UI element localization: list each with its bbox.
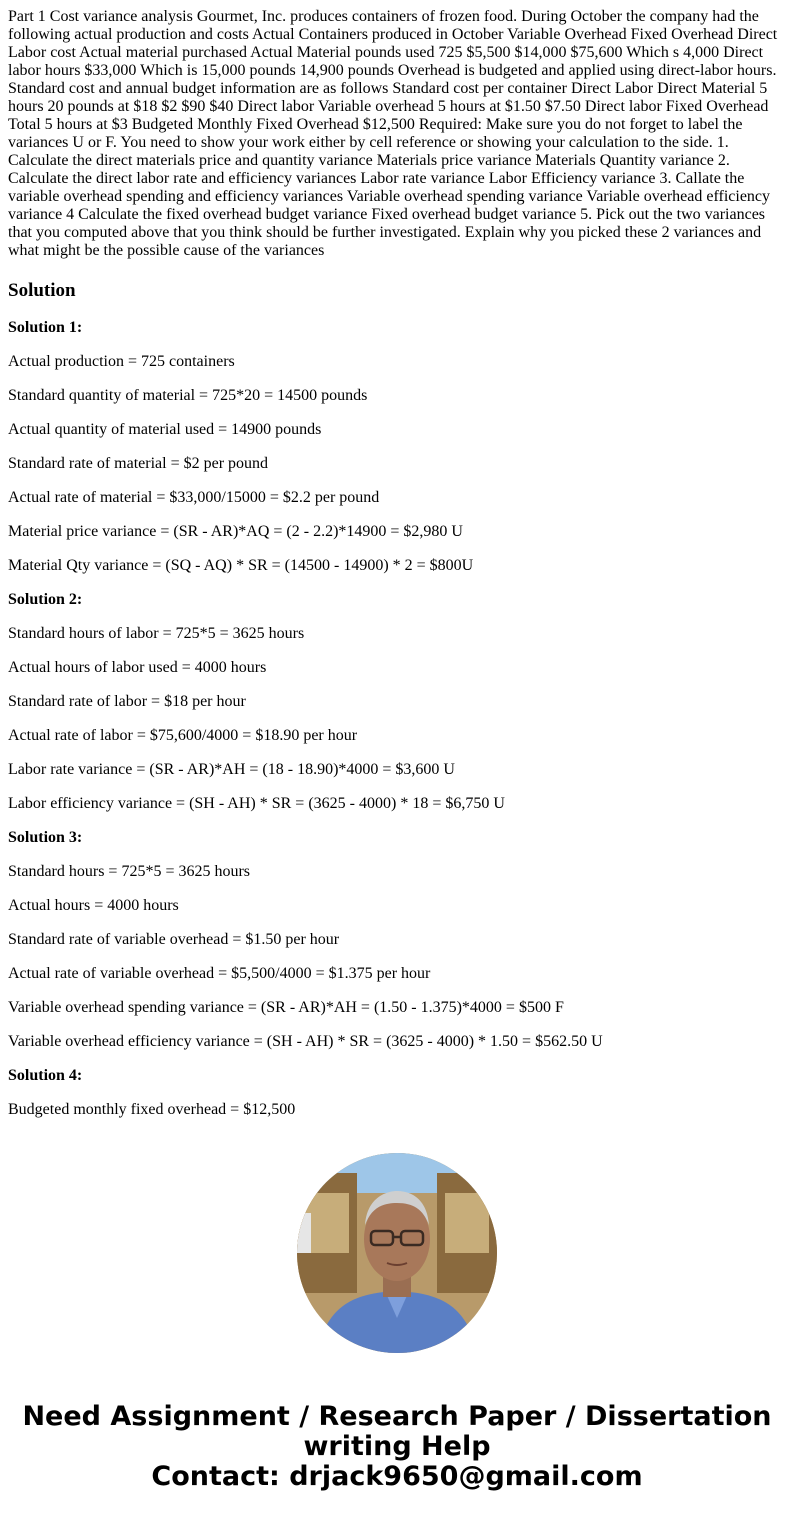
section-title: Solution 4: (8, 1067, 83, 1084)
footer-line-2: writing Help (303, 1431, 491, 1462)
solution-2 (8, 591, 786, 813)
footer-contact: Contact: drjack9650@gmail.com (151, 1461, 643, 1492)
solution-line: Variable overhead efficiency variance = (SH - AH) * SR = (3625 - 4000) * 1.50 = $562.50 U (8, 1033, 603, 1050)
solution-line: Actual rate of labor = $75,600/4000 = $18.90 per hour (8, 727, 358, 744)
solution-line: Actual hours = 4000 hours (8, 897, 179, 914)
footer-banner (0, 1402, 794, 1492)
solution-heading: Solution (8, 280, 76, 301)
solution-line: Labor rate variance = (SR - AR)*AH = (18 - 18.90)*4000 = $3,600 U (8, 761, 455, 778)
section-title: Solution 1: (8, 319, 83, 336)
solution-line: Standard rate of material = $2 per pound (8, 455, 269, 472)
solution-1 (8, 319, 786, 575)
solution-line: Actual production = 725 containers (8, 353, 235, 370)
solution-line: Standard rate of labor = $18 per hour (8, 693, 246, 710)
solution-line: Material price variance = (SR - AR)*AQ = (2 - 2.2)*14900 = $2,980 U (8, 523, 463, 540)
solution-line: Material Qty variance = (SQ - AQ) * SR = (14500 - 14900) * 2 = $800U (8, 557, 474, 574)
solution-line: Actual hours of labor used = 4000 hours (8, 659, 267, 676)
solution-4 (8, 1067, 786, 1119)
solution-line: Actual rate of material = $33,000/15000 = $2.2 per pound (8, 489, 380, 506)
solution-line: Standard rate of variable overhead = $1.50 per hour (8, 931, 340, 948)
author-photo-icon (297, 1153, 497, 1353)
author-avatar (297, 1153, 497, 1353)
solution-3 (8, 829, 786, 1051)
section-title: Solution 3: (8, 829, 83, 846)
solution-line: Standard quantity of material = 725*20 = 14500 pounds (8, 387, 368, 404)
solution-line: Actual rate of variable overhead = $5,500/4000 = $1.375 per hour (8, 965, 431, 982)
solution-line: Standard hours of labor = 725*5 = 3625 hours (8, 625, 305, 642)
solution-line: Standard hours = 725*5 = 3625 hours (8, 863, 251, 880)
footer-line-1: Need Assignment / Research Paper / Dissertation (22, 1401, 772, 1432)
solution-line: Labor efficiency variance = (SH - AH) * SR = (3625 - 4000) * 18 = $6,750 U (8, 795, 505, 812)
solution-line: Variable overhead spending variance = (SR - AR)*AH = (1.50 - 1.375)*4000 = $500 F (8, 999, 564, 1016)
question-text: Part 1 Cost variance analysis Gourmet, Inc. produces containers of frozen food. During October the company had the following actual production and costs Actual Containers produced in October Variable Overhead Fixed Overhead Direct Labor cost Actual material purchased Actual Material pounds used 725 $5,500 $14,000 $75,600 Which s 4,000 Direct labor hours $33,000 Which is 15,000 pounds 14,900 pounds Overhead is budgeted and applied using direct-labor hours. Standard cost and annual budget information are as follows Standard cost per container Direct Labor Direct Material 5 hours 20 pounds at $18 $2 $90 $40 Direct labor Variable overhead 5 hours at $1.50 $7.50 Direct labor Fixed Overhead Total 5 hours at $3 Budgeted Monthly Fixed Overhead $12,500 Required: Make sure you do not forget to label the variances U or F. You need to show your work either by cell reference or showing your calculation to the side. 1. Calculate the direct materials price and quantity variance Materials price variance Materials Quantity variance 2. Calculate the direct labor rate and efficiency variances Labor rate variance Labor Efficiency variance 3. Callate the variable overhead spending and efficiency variances Variable overhead spending variance Variable overhead efficiency variance 4 Calculate the fixed overhead budget variance Fixed overhead budget variance 5. Pick out the two variances that you computed above that you think should be further investigated. Explain why you picked these 2 variances and what might be the possible cause of the variances (8, 8, 778, 259)
solution-line: Actual quantity of material used = 14900 pounds (8, 421, 322, 438)
section-title: Solution 2: (8, 591, 83, 608)
solution-line: Budgeted monthly fixed overhead = $12,500 (8, 1101, 296, 1118)
